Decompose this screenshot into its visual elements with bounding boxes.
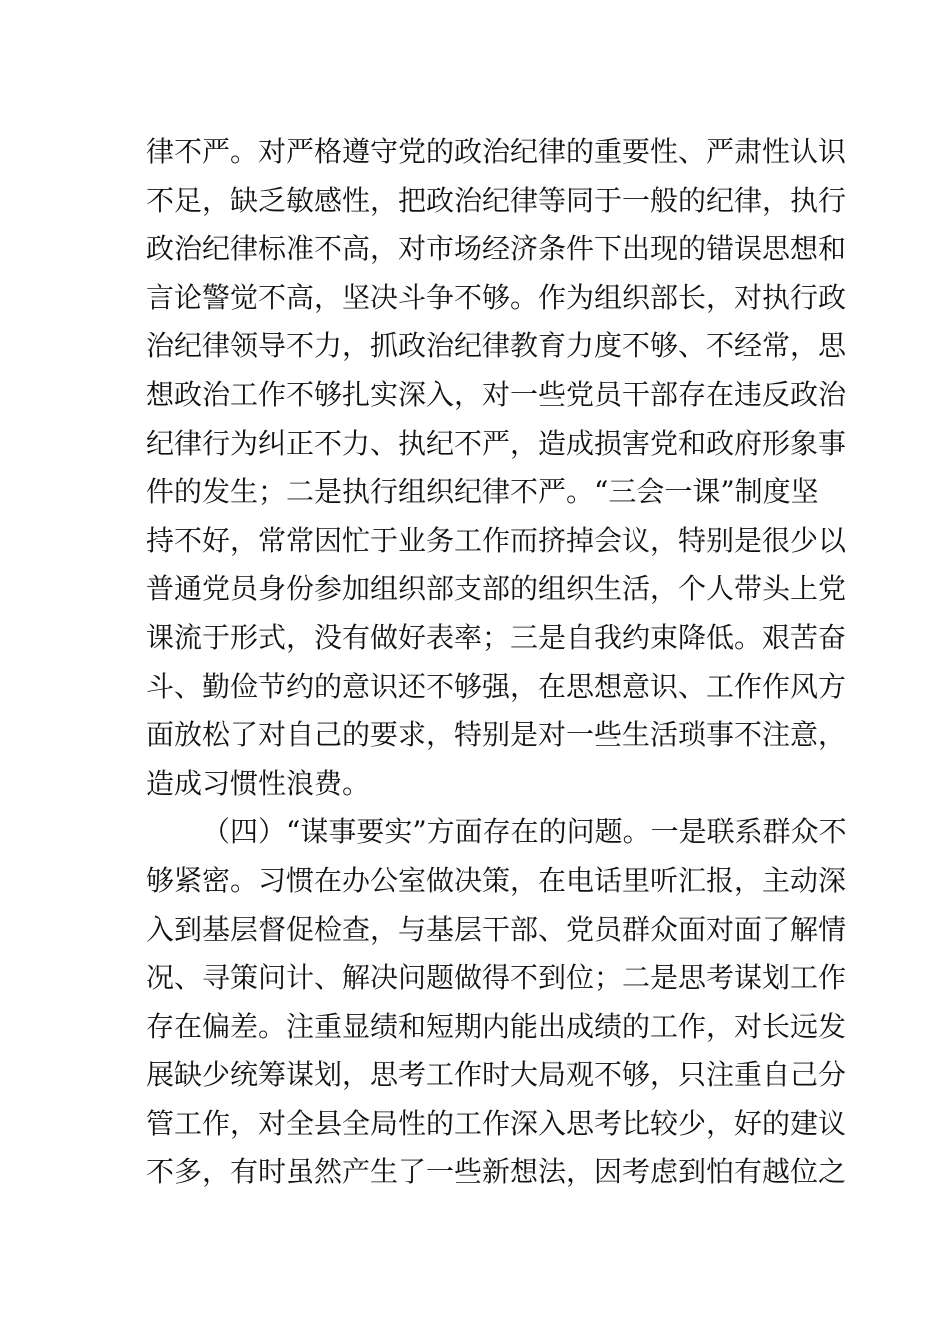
- text-line: 政治纪律标准不高，对市场经济条件下出现的错误思想和: [146, 232, 847, 266]
- text-line: 造成习惯性浪费。: [146, 766, 371, 800]
- text-line: 件的发生；二是执行组织纪律不严。“三会一课”制度坚: [146, 475, 819, 509]
- text-line: 律不严。对严格遵守党的政治纪律的重要性、严肃性认识: [146, 135, 847, 168]
- text-line: 展缺少统筹谋划，思考工作时大局观不够，只注重自己分: [146, 1058, 847, 1092]
- section-heading-line: （四）“谋事要实”方面存在的问题。一是联系群众不: [202, 815, 847, 849]
- text-line: 持不好，常常因忙于业务工作而挤掉会议，特别是很少以: [146, 523, 847, 557]
- text-line: 不足，缺乏敏感性，把政治纪律等同于一般的纪律，执行: [146, 183, 847, 217]
- text-line: 普通党员身份参加组织部支部的组织生活，个人带头上党: [146, 572, 847, 606]
- body-text: [146, 128, 847, 1197]
- text-line: 不多，有时虽然产生了一些新想法，因考虑到怕有越位之: [146, 1155, 847, 1189]
- text-line: 管工作，对全县全局性的工作深入思考比较少，好的建议: [146, 1106, 847, 1140]
- text-line: 况、寻策问计、解决问题做得不到位；二是思考谋划工作: [146, 961, 847, 995]
- text-line: 治纪律领导不力，抓政治纪律教育力度不够、不经常，思: [146, 329, 847, 363]
- text-line: 入到基层督促检查，与基层干部、党员群众面对面了解情: [146, 912, 847, 946]
- text-line: 课流于形式，没有做好表率；三是自我约束降低。艰苦奋: [146, 620, 847, 654]
- text-line: 想政治工作不够扎实深入，对一些党员干部存在违反政治: [146, 377, 847, 411]
- text-line: 面放松了对自己的要求，特别是对一些生活琐事不注意，: [146, 718, 847, 752]
- text-line: 存在偏差。注重显绩和短期内能出成绩的工作，对长远发: [146, 1009, 847, 1043]
- text-line: 纪律行为纠正不力、执纪不严，造成损害党和政府形象事: [146, 426, 847, 460]
- text-line: 够紧密。习惯在办公室做决策，在电话里听汇报，主动深: [146, 863, 847, 897]
- text-line: 言论警觉不高，坚决斗争不够。作为组织部长，对执行政: [146, 280, 847, 314]
- text-line: 斗、勤俭节约的意识还不够强，在思想意识、工作作风方: [146, 669, 847, 703]
